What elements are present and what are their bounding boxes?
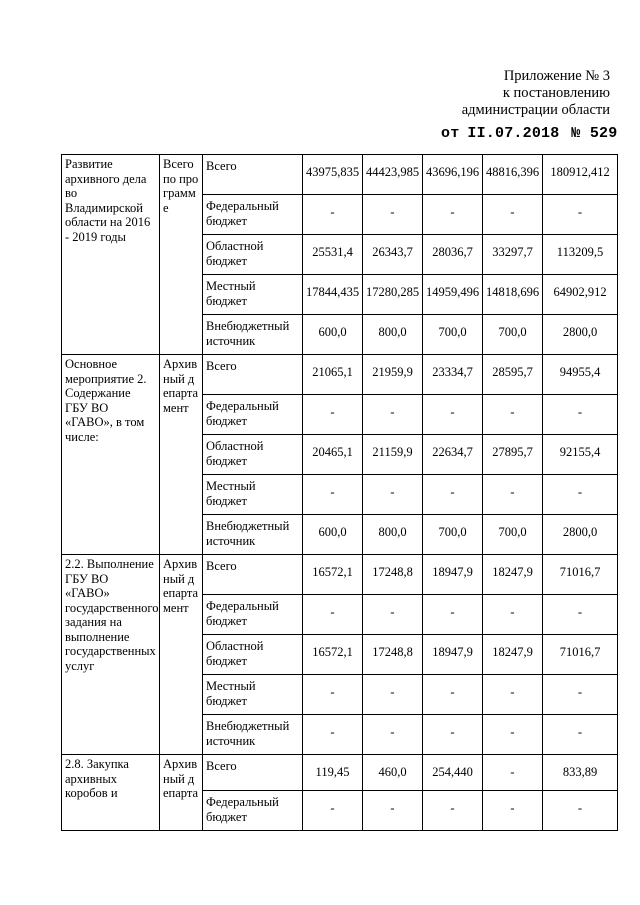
year-value: - [303,395,363,435]
year-value: 17844,435 [303,275,363,315]
year-value: - [363,675,423,715]
year-value: 28036,7 [423,235,483,275]
funding-source: Областной бюджет [203,235,303,275]
year-value: 43696,196 [423,155,483,195]
funding-source: Всего [203,355,303,395]
year-value: 17280,285 [363,275,423,315]
total-value: 64902,912 [543,275,618,315]
year-value: 20465,1 [303,435,363,475]
year-value: - [483,475,543,515]
funding-source: Внебюджетный источник [203,515,303,555]
funding-source: Федеральный бюджет [203,195,303,235]
year-value: 700,0 [483,515,543,555]
year-value: 800,0 [363,315,423,355]
total-value: - [543,675,618,715]
year-value: - [363,791,423,831]
year-value: 27895,7 [483,435,543,475]
total-value: - [543,475,618,515]
year-value: - [363,595,423,635]
table-row [62,355,618,395]
executor: Архивный департамент [160,355,203,555]
appendix-subtitle: к постановлению [502,85,610,101]
activity-name: 2.2. Выполнение ГБУ ВО «ГАВО» государственного задания на выполнение государственных услуг [62,555,160,755]
year-value: 600,0 [303,515,363,555]
funding-source: Всего [203,555,303,595]
year-value: 43975,835 [303,155,363,195]
total-value: 71016,7 [543,555,618,595]
year-value: - [423,395,483,435]
year-value: - [303,675,363,715]
year-value: - [303,791,363,831]
year-value: - [483,395,543,435]
year-value: 21159,9 [363,435,423,475]
year-value: 700,0 [423,515,483,555]
total-value: - [543,195,618,235]
decree-number: 529 [589,125,618,142]
year-value: - [423,715,483,755]
year-value: - [423,195,483,235]
year-value: 14818,696 [483,275,543,315]
year-value: - [423,475,483,515]
year-value: - [363,715,423,755]
year-value: - [483,595,543,635]
total-value: - [543,715,618,755]
year-value: 23334,7 [423,355,483,395]
funding-source: Областной бюджет [203,635,303,675]
total-value: - [543,791,618,831]
year-value: 21959,9 [363,355,423,395]
activity-name: Развитие архивного дела во Владимирской области на 2016 - 2019 годы [62,155,160,355]
funding-source: Федеральный бюджет [203,791,303,831]
total-value: - [543,595,618,635]
year-value: - [303,195,363,235]
year-value: 18947,9 [423,635,483,675]
year-value: - [423,675,483,715]
year-value: - [363,195,423,235]
year-value: 48816,396 [483,155,543,195]
year-value: - [483,195,543,235]
decree-line [441,125,617,142]
activity-name: 2.8. Закупка архивных коробов и [62,755,160,831]
funding-source: Внебюджетный источник [203,715,303,755]
year-value: - [423,595,483,635]
year-value: 18947,9 [423,555,483,595]
year-value: 600,0 [303,315,363,355]
year-value: 33297,7 [483,235,543,275]
year-value: 25531,4 [303,235,363,275]
total-value: 92155,4 [543,435,618,475]
year-value: 16572,1 [303,555,363,595]
executor: Всего по программе [160,155,203,355]
total-value: 113209,5 [543,235,618,275]
decree-number-sign: № [571,125,581,142]
activity-name: Основное мероприятие 2. Содержание ГБУ ВО «ГАВО», в том числе: [62,355,160,555]
year-value: 18247,9 [483,635,543,675]
year-value: 17248,8 [363,555,423,595]
total-value: 833,89 [543,755,618,791]
executor: Архивный департа [160,755,203,831]
table-row [62,755,618,791]
funding-source: Местный бюджет [203,475,303,515]
year-value: 800,0 [363,515,423,555]
total-value: 94955,4 [543,355,618,395]
year-value: 16572,1 [303,635,363,675]
total-value: 2800,0 [543,515,618,555]
total-value: - [543,395,618,435]
year-value: 26343,7 [363,235,423,275]
year-value: 460,0 [363,755,423,791]
year-value: 700,0 [483,315,543,355]
year-value: - [303,715,363,755]
year-value: - [483,675,543,715]
year-value: 44423,985 [363,155,423,195]
funding-source: Всего [203,755,303,791]
funding-table [61,154,618,831]
year-value: 254,440 [423,755,483,791]
total-value: 71016,7 [543,635,618,675]
table-row [62,555,618,595]
funding-source: Областной бюджет [203,435,303,475]
year-value: 18247,9 [483,555,543,595]
funding-source: Федеральный бюджет [203,395,303,435]
year-value: 17248,8 [363,635,423,675]
funding-source: Местный бюджет [203,675,303,715]
year-value: - [303,475,363,515]
year-value: - [483,791,543,831]
funding-source: Местный бюджет [203,275,303,315]
year-value: - [363,475,423,515]
year-value: 22634,7 [423,435,483,475]
total-value: 2800,0 [543,315,618,355]
total-value: 180912,412 [543,155,618,195]
appendix-authority: администрации области [461,102,610,118]
year-value: 14959,496 [423,275,483,315]
year-value: - [423,791,483,831]
year-value: 21065,1 [303,355,363,395]
year-value: 119,45 [303,755,363,791]
funding-source: Всего [203,155,303,195]
year-value: 700,0 [423,315,483,355]
year-value: 28595,7 [483,355,543,395]
appendix-header [462,68,610,119]
funding-source: Внебюджетный источник [203,315,303,355]
table-row [62,155,618,195]
year-value: - [483,715,543,755]
decree-date: II.07.2018 [467,125,560,142]
year-value: - [483,755,543,791]
executor: Архивный департамент [160,555,203,755]
decree-prefix: от [441,125,460,142]
appendix-title: Приложение № 3 [503,68,610,84]
year-value: - [363,395,423,435]
year-value: - [303,595,363,635]
funding-source: Федеральный бюджет [203,595,303,635]
